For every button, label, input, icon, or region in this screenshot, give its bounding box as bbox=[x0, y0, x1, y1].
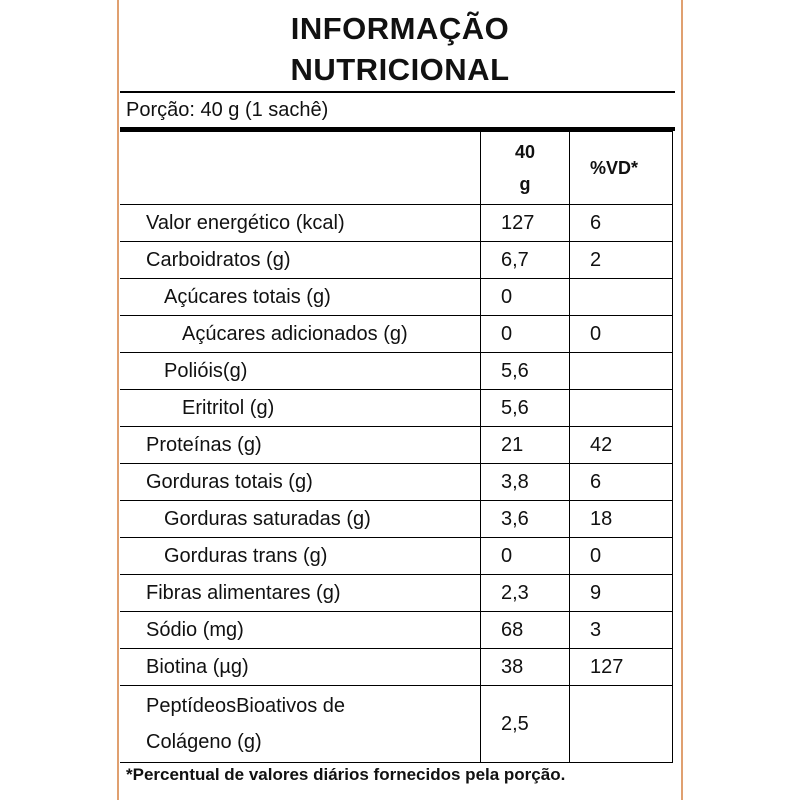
nutrient-label: Gorduras totais (g) bbox=[120, 464, 481, 501]
table-row bbox=[120, 575, 673, 612]
nutrient-amount: 68 bbox=[481, 612, 570, 649]
nutrient-label: Gorduras saturadas (g) bbox=[120, 501, 481, 538]
nutrition-table bbox=[120, 131, 673, 763]
right-border bbox=[681, 0, 683, 800]
header-vd-cell: %VD* bbox=[570, 132, 673, 205]
nutrient-amount: 6,7 bbox=[481, 242, 570, 279]
nutrient-vd bbox=[570, 686, 673, 763]
nutrient-amount: 0 bbox=[481, 538, 570, 575]
nutrient-label: Polióis(g) bbox=[120, 353, 481, 390]
nutrient-amount: 0 bbox=[481, 279, 570, 316]
nutrient-label: Valor energético (kcal) bbox=[120, 205, 481, 242]
nutrient-vd bbox=[570, 353, 673, 390]
nutrient-label bbox=[120, 686, 481, 763]
table-row bbox=[120, 427, 673, 464]
table-row bbox=[120, 464, 673, 501]
nutrient-vd: 3 bbox=[570, 612, 673, 649]
nutrient-label-line-1: PeptídeosBioativos de bbox=[146, 695, 346, 717]
nutrition-title bbox=[120, 8, 680, 90]
portion-text: Porção: 40 g (1 sachê) bbox=[126, 99, 329, 121]
title-line-1: INFORMAÇÃO bbox=[290, 11, 510, 46]
table-row bbox=[120, 538, 673, 575]
nutrient-vd: 0 bbox=[570, 538, 673, 575]
nutrient-amount: 2,3 bbox=[481, 575, 570, 612]
nutrient-amount: 3,8 bbox=[481, 464, 570, 501]
nutrient-label: Eritritol (g) bbox=[120, 390, 481, 427]
table-row bbox=[120, 205, 673, 242]
nutrient-label: Gorduras trans (g) bbox=[120, 538, 481, 575]
nutrient-vd: 42 bbox=[570, 427, 673, 464]
table-row bbox=[120, 316, 673, 353]
header-amount-value: 40 bbox=[514, 142, 536, 162]
nutrient-vd: 18 bbox=[570, 501, 673, 538]
header-amount-unit: g bbox=[519, 174, 531, 194]
header-amount-cell bbox=[481, 132, 570, 205]
nutrient-label: Fibras alimentares (g) bbox=[120, 575, 481, 612]
nutrient-label: Carboidratos (g) bbox=[120, 242, 481, 279]
nutrient-amount: 3,6 bbox=[481, 501, 570, 538]
table-row bbox=[120, 501, 673, 538]
nutrient-vd: 6 bbox=[570, 205, 673, 242]
table-row-collagen bbox=[120, 686, 673, 763]
nutrient-vd: 0 bbox=[570, 316, 673, 353]
nutrient-amount: 38 bbox=[481, 649, 570, 686]
left-border bbox=[117, 0, 119, 800]
table-row bbox=[120, 242, 673, 279]
table-row bbox=[120, 390, 673, 427]
nutrient-label: Açúcares totais (g) bbox=[120, 279, 481, 316]
nutrient-vd bbox=[570, 390, 673, 427]
nutrient-label: Açúcares adicionados (g) bbox=[120, 316, 481, 353]
nutrient-vd: 127 bbox=[570, 649, 673, 686]
nutrient-label: Biotina (µg) bbox=[120, 649, 481, 686]
nutrient-label: Proteínas (g) bbox=[120, 427, 481, 464]
table-header-row bbox=[120, 132, 673, 205]
nutrient-label-line-2: Colágeno (g) bbox=[146, 731, 262, 753]
nutrient-vd bbox=[570, 279, 673, 316]
table-row bbox=[120, 649, 673, 686]
nutrient-label: Sódio (mg) bbox=[120, 612, 481, 649]
footnote: *Percentual de valores diários fornecidos pela porção. bbox=[126, 765, 566, 784]
nutrient-amount: 5,6 bbox=[481, 353, 570, 390]
table-row bbox=[120, 279, 673, 316]
nutrient-vd: 9 bbox=[570, 575, 673, 612]
top-rule bbox=[120, 91, 675, 93]
table-row bbox=[120, 612, 673, 649]
nutrient-amount: 0 bbox=[481, 316, 570, 353]
table-row bbox=[120, 353, 673, 390]
nutrient-amount: 21 bbox=[481, 427, 570, 464]
nutrient-amount: 5,6 bbox=[481, 390, 570, 427]
nutrient-vd: 2 bbox=[570, 242, 673, 279]
nutrient-vd: 6 bbox=[570, 464, 673, 501]
title-line-2: NUTRICIONAL bbox=[290, 52, 510, 87]
nutrient-amount: 2,5 bbox=[481, 686, 570, 763]
nutrient-amount: 127 bbox=[481, 205, 570, 242]
header-label-cell bbox=[120, 132, 481, 205]
